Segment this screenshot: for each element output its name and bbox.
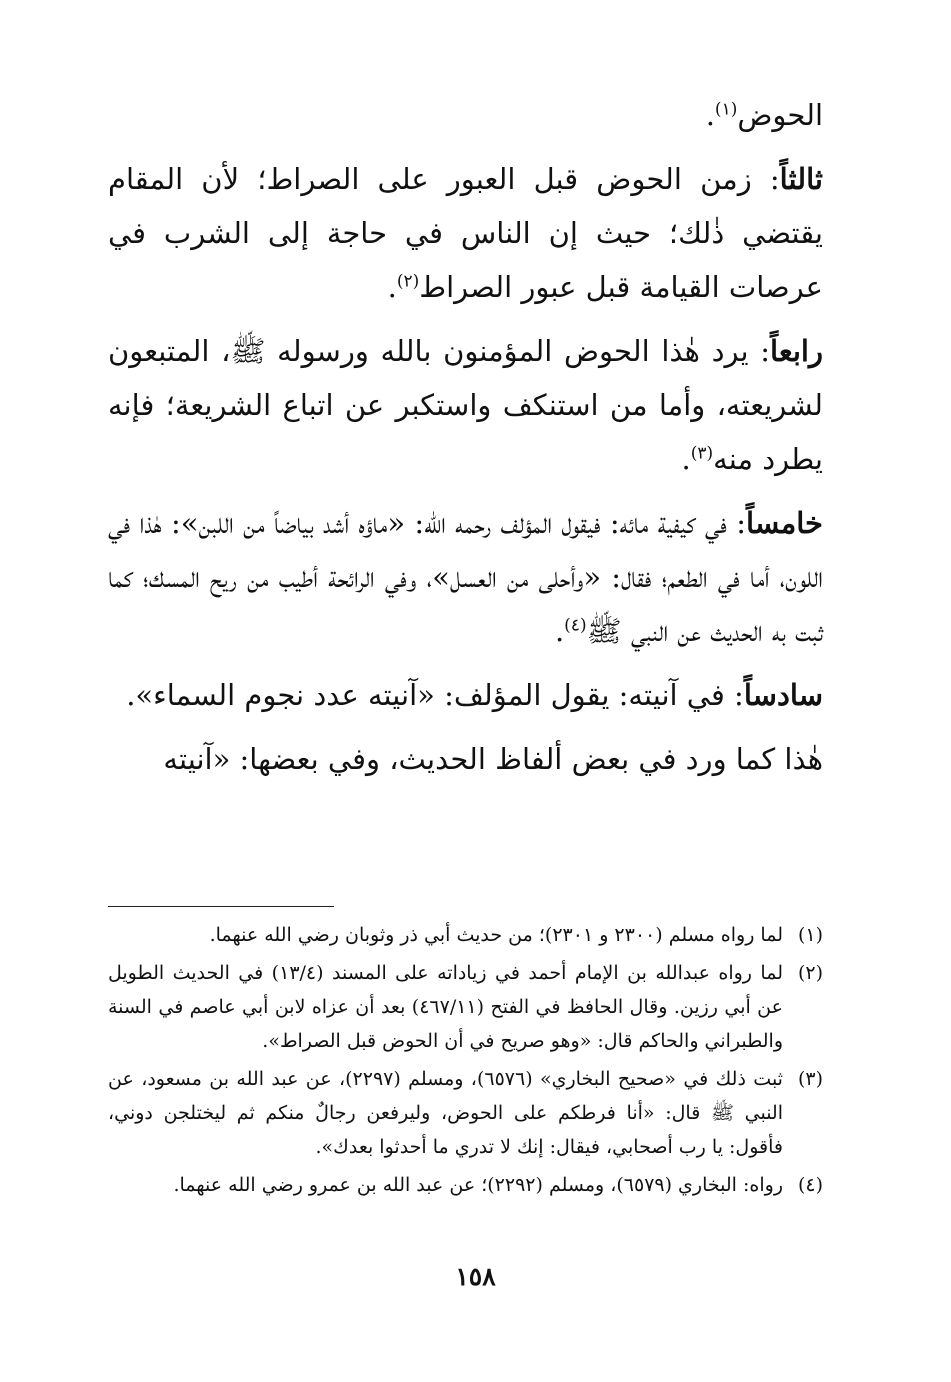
footnote-ref: (٤) xyxy=(564,615,587,636)
footnote-number: (٢) xyxy=(797,962,823,984)
footnote-separator xyxy=(108,906,334,907)
footnote-ref: (٣) xyxy=(690,443,714,464)
footnote xyxy=(108,1168,823,1202)
paragraph-end: . xyxy=(554,614,565,648)
paragraph-hawd-end xyxy=(108,88,823,142)
paragraph-end: . xyxy=(387,270,397,304)
page-body xyxy=(108,88,823,1196)
paragraph-fourth xyxy=(108,324,823,486)
paragraph-sixth xyxy=(108,668,823,722)
page-number: ١٥٨ xyxy=(455,1262,496,1291)
footnote-text: ثبت ذلك في «صحيح البخاري» (٦٥٧٦)، ومسلم (٢٢٩٧)، عن عبد الله بن مسعود، عن النبي ﷺ قال: «أنا فرطكم على الحوض، وليرفعن رجالٌ منكم ثم ليختلجن دوني، فأقول: يا رب أصحابي، فيقال: إنك لا تدري ما أحدثوا بعدك». xyxy=(108,1068,783,1158)
paragraph-text: : زمن الحوض قبل العبور على الصراط؛ لأن المقام يقتضي ذٰلك؛ حيث إن الناس في حاجة إلى الشرب في عرصات القيامة قبل عبور الصراط xyxy=(108,162,823,304)
paragraph-lead: خامساً xyxy=(745,506,823,540)
paragraph-text: الحوض xyxy=(737,98,823,132)
main-text xyxy=(108,88,823,786)
footnote-number: (٤) xyxy=(797,1174,823,1196)
paragraph-lead: سادساً xyxy=(743,678,823,712)
footnote xyxy=(108,956,823,1058)
footnote xyxy=(108,1062,823,1164)
paragraph-end: . xyxy=(705,98,715,132)
footnote-number: (١) xyxy=(797,924,823,946)
footnote-text: لما رواه مسلم (٢٣٠٠ و ٢٣٠١)؛ من حديث أبي ذر وثوبان رضي الله عنهما. xyxy=(209,924,783,946)
footnote-number: (٣) xyxy=(797,1068,823,1090)
paragraph-end: . xyxy=(681,442,691,476)
footnote-ref: (٢) xyxy=(396,271,420,292)
paragraph-lead: رابعاً xyxy=(770,334,823,368)
paragraph-lead: ثالثاً xyxy=(779,162,823,196)
paragraph-text: : في كيفية مائه: فيقول المؤلف رحمه الله: «ماؤه أشد بياضاً من اللبن»: هٰذا في اللون، أما في الطعم؛ فقال: «وأحلى من العسل»، وفي الرائحة أطيب من ريح المسك؛ كما ثبت به الحديث عن النبي ﷺ xyxy=(108,506,823,648)
footnote-ref: (١) xyxy=(714,99,738,120)
paragraph-third xyxy=(108,152,823,314)
paragraph-text: هٰذا كما ورد في بعض ألفاظ الحديث، وفي بعضها: «آنيته xyxy=(163,742,823,776)
footnote-text: لما رواه عبدالله بن الإمام أحمد في زياداته على المسند (١٣/٤) في الحديث الطويل عن أبي رزين. وقال الحافظ في الفتح (٤٦٧/١١) بعد أن عزاه لابن أبي عاصم في السنة والطبراني والحاكم قال: «وهو صريح في أن الحوض قبل الصراط». xyxy=(108,962,783,1052)
footnotes xyxy=(108,918,823,1206)
paragraph-text: : يرد هٰذا الحوض المؤمنون بالله ورسوله ﷺ، المتبعون لشريعته، وأما من استنكف واستكبر عن اتباع الشريعة؛ فإنه يطرد منه xyxy=(108,334,823,476)
paragraph-continuation xyxy=(108,732,823,786)
footnote xyxy=(108,918,823,952)
footnote-text: رواه: البخاري (٦٥٧٩)، ومسلم (٢٢٩٢)؛ عن عبد الله بن عمرو رضي الله عنهما. xyxy=(173,1174,783,1196)
paragraph-fifth xyxy=(108,496,823,658)
paragraph-text: : في آنيته: يقول المؤلف: «آنيته عدد نجوم السماء». xyxy=(126,678,744,712)
